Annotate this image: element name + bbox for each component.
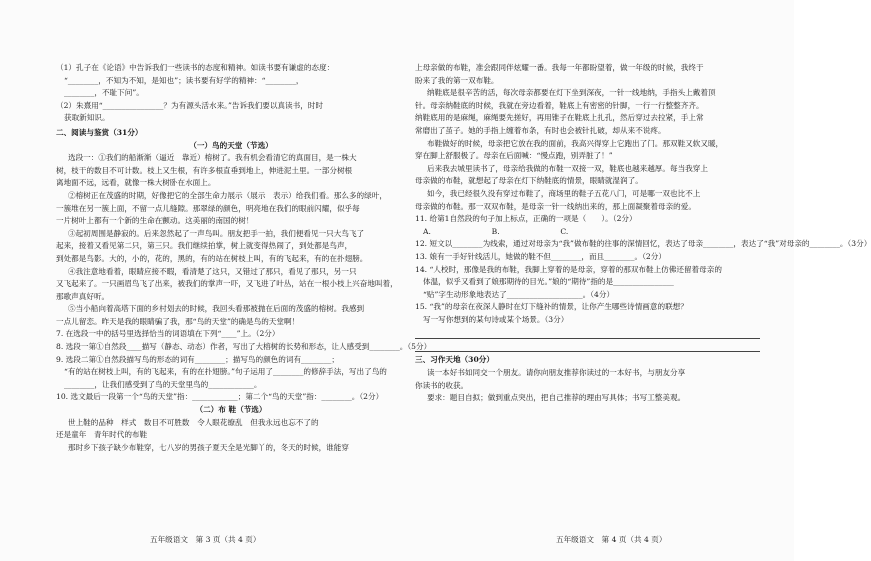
question-11: 11. 给第1自然段的句子加上标点，正确的一项是（ ）。（2分）	[415, 214, 637, 224]
text-line: 离地面不远，远看，就像一株大树卧在水面上。	[56, 178, 216, 188]
text-line: ⑤当小船向着高塔下面的乡村划去的时候，我回头看那被抛在后面的茂盛的榕树。我感到	[68, 304, 365, 314]
text-line: 获取新知识。	[64, 113, 110, 123]
text-line: 体温，似乎又看到了娘那期待的目光。”娘的“期待”指的是________________	[423, 277, 674, 287]
text-line: 后来我去城里读书了，母亲给我做的布鞋一双接一双，鞋底也越来越厚。每当我穿上	[427, 163, 708, 173]
question-11-options: A. B. C.	[423, 226, 569, 236]
text-line: 针。母亲纳鞋底的时候，我就在旁边看着，鞋底上有密密的针脚，一行一行整整齐齐。	[415, 100, 704, 110]
text-line: 布鞋做好的时候，母亲把它放在我的面前，我高兴得穿上它跑出了门。那双鞋又软又暖，	[427, 138, 724, 148]
text-line: （2）朱熹用“________________？为有源头活水来。”告诉我们要以真读书，时时	[56, 100, 323, 110]
right-page	[415, 62, 871, 532]
text-line: 那时乡下孩子缺少布鞋穿，七八岁的男孩子夏天全是光脚丫的，冬天的时候，谁能穿	[68, 442, 349, 452]
text-line: 写一写你想到的某句诗或某个场景。（3分）	[423, 314, 569, 324]
text-line: 上母亲做的布鞋，准会跟同伴炫耀一番。我每一年都盼望着，做一年级的时候，我终于	[415, 63, 704, 72]
question-9: 9. 选段二第①自然段描写鸟的形态的词有________；描写鸟的颜色的词有________；	[56, 354, 340, 364]
passage-title: （二）布 鞋（节选）	[195, 405, 267, 415]
question-14: 14. “人校时，那像是我的布鞋，我脚上穿着的是母亲，穿着的那双布鞋上仿佛还留着母亲的	[415, 264, 722, 274]
text-line: 一簇堆在另一簇上面，不留一点儿缝隙。那翠绿的颜色，明亮地在我们的眼前闪耀，似乎每	[56, 203, 360, 213]
text-line: 还是童年 青年时代的布鞋	[56, 430, 148, 440]
text-line: 世上鞋的品种 样式 数目不可胜数 令人眼花缭乱 但我永远也忘不了的	[68, 417, 319, 427]
text-line: ________，不耻下问”。	[64, 88, 144, 98]
question-10: 10. 选文最后一段第一个“鸟的天堂”指：____________；第二个“鸟的天堂”指：________。（2分）	[56, 392, 384, 402]
text-line: 选段一：①我们的船渐渐（逼近 靠近）榕树了。我有机会看清它的真面目，是一株大	[68, 153, 357, 163]
text-line: ②榕树正在茂盛的时期，好像把它的全部生命力展示（展示 表示）给我们看。那么多的绿叶，	[68, 190, 387, 200]
text-line: 到处都是鸟影。大的，小的，花的，黑的，有的站在树枝上叫，有的飞起来，有的在扑翅膀。	[56, 253, 368, 263]
text-line: 穿在脚上舒服极了。母亲在后面喊：“慢点跑，别弄脏了！”	[415, 151, 613, 161]
text-line: 纳鞋底用的是麻绳，麻绳要先搓好，再用锥子在鞋底上扎孔，然后穿过去拉紧，手上常	[415, 113, 704, 123]
left-page	[56, 62, 432, 532]
section-heading: 二、阅读与鉴赏（31分）	[56, 127, 143, 137]
answer-line[interactable]	[415, 341, 760, 352]
text-line: 纳鞋底是很辛苦的活，每次母亲都要在灯下坐到深夜，一针一线地纳，手指头上戴着顶	[427, 88, 716, 98]
page-footer-left: 五年级语文 第 3 页（共 4 页）	[150, 535, 261, 544]
text-line: 常磨出了茧子。她的手指上缠着布条，有时也会被针扎破，却从来不说疼。	[415, 125, 666, 135]
question-15: 15. “我”的母亲在夜深人静时在灯下缝补的情景，让你产生哪些诗情画意的联想？	[415, 302, 688, 312]
text-line: 一片树叶上都有一个新的生命在颤动。这美丽的南国的树！	[56, 216, 254, 226]
page-footer-right: 五年级语文 第 4 页（共 4 页）	[556, 535, 667, 544]
text-line: 母亲做的布鞋，就想起了母亲在灯下纳鞋底的情景，眼睛就湿润了。	[415, 176, 643, 186]
writing-requirements: 要求：题目自拟；做到重点突出，把自己推荐的理由写具体；书写工整美观。	[427, 393, 686, 403]
text-line: “________，不知为不知，是知也”；读书要有好学的精神：“________，	[64, 75, 304, 85]
text-line: 起来，接着又看见第二只，第三只。我们继续拍掌，树上就变得热闹了，到处都是鸟声，	[56, 241, 353, 251]
question-12: 12. 短文以________为线索，通过对母亲为“我”做布鞋的往事的深情回忆，表达了母亲________，表达了“我”对母亲的________。（3分）	[415, 239, 871, 249]
answer-line[interactable]	[415, 328, 760, 339]
question-7: 7. 在选段一中的括号里选择恰当的词语填在下列“____”上。（2分）	[56, 329, 280, 339]
text-line: ________，让我们感受到了鸟的天堂里鸟的____________。	[64, 379, 262, 389]
text-line: 你读书的收获。	[415, 380, 469, 390]
question-13: 13. 娘有一手好针线活儿，她做的鞋不但________，而且________。（2分）	[415, 251, 666, 261]
text-line: 母亲做的布鞋。那一双双布鞋，是母亲一针一线纳出来的，那上面凝聚着母亲的爱。	[415, 201, 696, 211]
text-line: 那歌声真好听。	[56, 291, 110, 301]
passage-title: （一）鸟的天堂（节选）	[189, 140, 273, 150]
text-line: “贴”字生动形象地表达了____________________。（4分）	[423, 289, 615, 299]
text-line: 树，枝干的数目不可计数。枝上又生根，有许多根直垂到地上，伸进泥土里。一部分树根	[56, 165, 353, 175]
text-line: 盼来了我的第一双布鞋。	[415, 75, 499, 85]
text-line: ③起初周围是静寂的。后来忽然起了一声鸟叫。朋友把手一拍，我们便看见一只大鸟飞了	[68, 228, 365, 238]
section-heading: 三、习作天地（30分）	[415, 355, 494, 365]
text-line: ④我注意地看着，眼睛应接不暇，看清楚了这只，又错过了那只，看见了那只，另一只	[68, 266, 357, 276]
text-line: 一点儿留恋。昨天是我的眼睛骗了我，那“鸟的天堂”的确是鸟的天堂啊！	[56, 316, 300, 326]
question-8: 8. 选段一第①自然段____描写（静态、动态）作者，写出了大榕树的长势和形态，让人感受到________。（5分）	[56, 342, 432, 352]
text-line: 又飞起来了。一只画眉鸟飞了出来，被我们的掌声一吓，又飞进了叶丛，站在一根小枝上兴奋地叫着，	[56, 279, 398, 289]
text-line: “有的站在树枝上叫，有的飞起来，有的在扑翅膀。”句子运用了________的修辞手法，写出了鸟的	[64, 367, 387, 377]
text-line: （1）孔子在《论语》中告诉我们一些读书的态度和精神。如读书要有谦虚的态度：	[56, 63, 335, 72]
text-line: 读一本好书如同交一个朋友。请你向朋友推荐你读过的一本好书，与朋友分享	[427, 368, 686, 378]
text-line: 如今，我已经很久没有穿过布鞋了，商场里的鞋子五花八门，可是哪一双也比不上	[427, 188, 701, 198]
